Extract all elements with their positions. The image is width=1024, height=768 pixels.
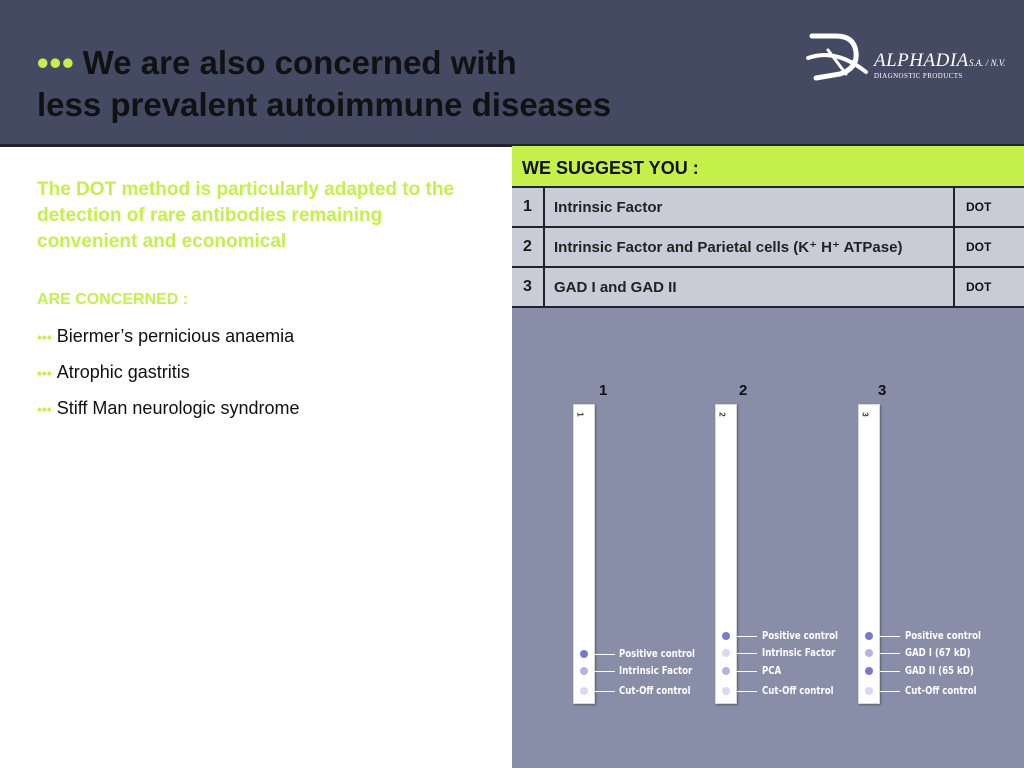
leader-line xyxy=(737,636,757,637)
row-method: DOT xyxy=(954,227,1024,267)
alphadia-logo xyxy=(806,28,1011,84)
strip-number-1: 1 xyxy=(599,382,608,399)
list-item xyxy=(37,325,300,361)
list-item xyxy=(37,397,300,433)
bullet-dots: ••• xyxy=(37,329,52,345)
dot-strip-1 xyxy=(573,404,595,704)
cutoff-control-dot xyxy=(580,687,588,695)
list-item-text: Stiff Man neurologic syndrome xyxy=(56,398,300,418)
strip-label: Cut-Off control xyxy=(905,684,977,697)
logo-brand: ALPHADIA xyxy=(874,50,969,71)
positive-control-dot xyxy=(580,650,588,658)
suggest-header xyxy=(512,146,1024,188)
cutoff-control-dot xyxy=(865,687,873,695)
leader-line xyxy=(880,636,900,637)
page-title xyxy=(37,42,611,126)
leader-line xyxy=(595,691,615,692)
leader-line xyxy=(737,671,757,672)
strip-label: Cut-Off control xyxy=(762,684,834,697)
strip-label: Cut-Off control xyxy=(619,684,691,697)
leader-line xyxy=(737,653,757,654)
leader-line xyxy=(595,671,615,672)
strip-label: GAD II (65 kD) xyxy=(905,664,974,677)
header-bar xyxy=(0,0,1024,147)
antigen-dot xyxy=(580,667,588,675)
row-label: Intrinsic Factor xyxy=(544,188,954,227)
cutoff-control-dot xyxy=(722,687,730,695)
row-number: 3 xyxy=(512,267,544,307)
leader-line xyxy=(737,691,757,692)
bullet-dots: ••• xyxy=(37,401,52,417)
list-item-text: Atrophic gastritis xyxy=(56,362,190,382)
strip-label: Intrinsic Factor xyxy=(619,664,693,677)
positive-control-dot xyxy=(722,632,730,640)
logo-subtitle: DIAGNOSTIC PRODUCTS xyxy=(874,72,963,80)
antigen-dot xyxy=(722,649,730,657)
row-number: 2 xyxy=(512,227,544,267)
row-number: 1 xyxy=(512,188,544,227)
strip-number-3: 3 xyxy=(878,382,887,399)
row-label: GAD I and GAD II xyxy=(544,267,954,307)
positive-control-dot xyxy=(865,632,873,640)
row-label: Intrinsic Factor and Parietal cells (K⁺ H⁺ ATPase) xyxy=(544,227,954,267)
table-row xyxy=(512,267,1024,307)
strip-number-2: 2 xyxy=(739,382,748,399)
title-line-2: less prevalent autoimmune diseases xyxy=(37,86,612,123)
strip-label: PCA xyxy=(762,664,782,677)
table-row xyxy=(512,227,1024,267)
leader-line xyxy=(880,653,900,654)
row-method: DOT xyxy=(954,267,1024,307)
list-item-text: Biermer’s pernicious anaemia xyxy=(56,326,295,346)
strip-tag: 3 xyxy=(860,412,870,417)
leader-line xyxy=(595,654,615,655)
antigen-dot xyxy=(865,649,873,657)
intro-text: The DOT method is particularly adapted to the detection of rare antibodies remaining convenient and economical xyxy=(37,179,454,252)
title-line-1: We are also concerned with xyxy=(82,44,517,81)
leader-line xyxy=(880,671,900,672)
strip-label: Positive control xyxy=(619,647,695,660)
alphadia-logo-mark-icon xyxy=(806,28,874,84)
dot-strip-2 xyxy=(715,404,737,704)
dot-strip-3 xyxy=(858,404,880,704)
antigen-dot xyxy=(865,667,873,675)
suggest-title: WE SUGGEST YOU : xyxy=(522,158,699,178)
strip-label: GAD I (67 kD) xyxy=(905,646,971,659)
strip-label: Intrinsic Factor xyxy=(762,646,836,659)
strip-tag: 1 xyxy=(575,412,585,417)
title-bullet: ••• xyxy=(37,44,75,81)
suggest-table xyxy=(512,188,1024,308)
strip-tag: 2 xyxy=(717,412,727,417)
concerned-heading: ARE CONCERNED : xyxy=(37,291,189,308)
logo-suffix: S.A. / N.V. xyxy=(969,58,1006,68)
antigen-dot xyxy=(722,667,730,675)
strip-label: Positive control xyxy=(762,629,838,642)
concerned-list xyxy=(37,325,300,433)
table-row xyxy=(512,188,1024,227)
list-item xyxy=(37,361,300,397)
leader-line xyxy=(880,691,900,692)
row-method: DOT xyxy=(954,188,1024,227)
bullet-dots: ••• xyxy=(37,365,52,381)
strip-label: Positive control xyxy=(905,629,981,642)
